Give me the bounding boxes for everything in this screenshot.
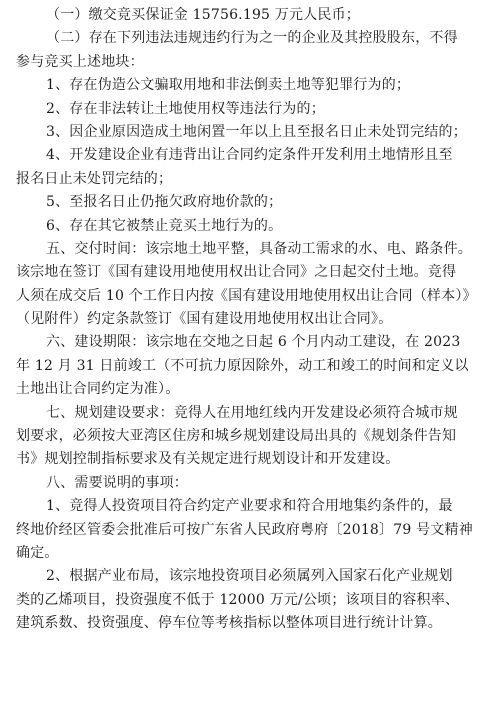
text-line: 五、交付时间：该宗地土地平整，具备动工需求的水、电、路条件。	[46, 240, 472, 257]
text-line: 3、因企业原因造成土地闲置一年以上且至报名日止未处罚完结的；	[46, 123, 467, 140]
text-line: 4、开发建设企业有违背出让合同约定条件开发利用土地情形且至	[46, 147, 453, 164]
text-line: 土地出让合同约定为准）。	[16, 381, 180, 398]
text-line: （一）缴交竞买保证金 15756.195 万元人民币；	[46, 7, 361, 23]
text-line: 6、存在其它被禁止竞买土地行为的。	[46, 217, 283, 234]
text-line: 终地价经区管委会批准后可按广东省人民政府粤府〔2018〕79 号文精神	[16, 521, 473, 538]
text-line: 5、至报名日止仍拖欠政府地价款的；	[46, 194, 283, 211]
text-line: 确定。	[16, 544, 59, 561]
text-line: 六、建设期限：该宗地在交地之日起 6 个月内动工建设，在 2023	[46, 334, 461, 351]
text-line: 类的乙烯项目，投资强度不低于 12000 万元/公顷；该项目的容积率、	[16, 591, 460, 608]
text-line: 八、需要说明的事项：	[46, 474, 188, 491]
text-line: 1、存在伪造公文骗取用地和非法倒卖土地等犯罪行为的；	[46, 77, 411, 94]
text-line: （二）存在下列违法违规违约行为之一的企业及其控股股东，不得	[46, 30, 458, 47]
text-line: 2、根据产业布局，该宗地投资项目必须属列入国家石化产业规划	[46, 568, 453, 585]
text-line: 年 12 月 31 日前竣工（不可抗力原因除外，动工和竣工的时间和定义以	[16, 357, 469, 374]
text-line: 人须在成交后 10 个工作日内按《国有建设用地使用权出让合同（样本）》	[16, 287, 477, 304]
text-line: 参与竞买上述地块：	[16, 53, 144, 70]
text-line: 划要求，必须按大亚湾区住房和城乡规划建设局出具的《规划条件告知	[16, 428, 457, 445]
text-line: 书》规划控制指标要求及有关规定进行规划设计和开发建设。	[16, 451, 400, 468]
text-line: 建筑系数、投资强度、停车位等考核指标以整体项目进行统计计算。	[16, 615, 442, 632]
text-line: 报名日止未处罚完结的；	[16, 170, 173, 187]
text-line: 1、竞得人投资项目符合约定产业要求和符合用地集约条件的，最	[46, 498, 453, 515]
text-line: 七、规划建设要求：竞得人在用地红线内开发建设必须符合城市规	[46, 404, 458, 421]
text-line: 2、存在非法转让土地使用权等违法行为的；	[46, 100, 325, 117]
text-line: 该宗地在签订《国有建设用地使用权出让合同》之日起交付土地。竞得	[16, 264, 457, 281]
text-line: （见附件）约定条款签订《国有建设用地使用权出让合同》。	[16, 311, 393, 328]
